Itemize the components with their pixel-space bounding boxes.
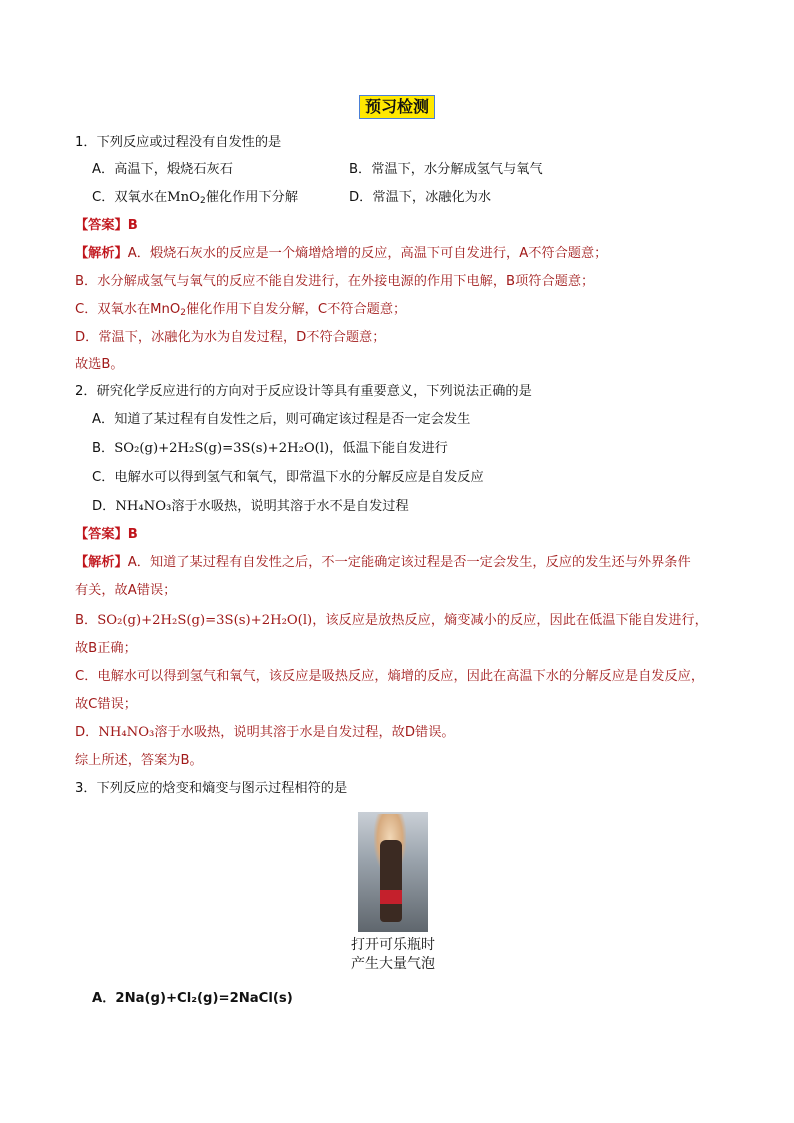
q2-explanation-line2: 有关，故A错误； [75, 583, 177, 598]
q2-expA1: A．知道了某过程有自发性之后，不一定能确定该过程是否一定会发生，反应的发生还与外界条件 [127, 555, 691, 570]
q1-answer: 【答案】B [75, 218, 138, 233]
bottle-label-shape [380, 890, 402, 904]
q2-option-c: C．电解水可以得到氢气和氧气，即常温下水的分解反应是自发反应 [92, 470, 484, 485]
q1-exp1: A．煅烧石灰水的反应是一个熵增焓增的反应，高温下可自发进行，A不符合题意； [127, 246, 608, 261]
q1-explanation-line5: 故选B。 [75, 357, 124, 372]
q2-option-b-post: ，低温下能自发进行 [329, 441, 448, 456]
q2-option-b [92, 440, 448, 458]
q2-option-d [92, 498, 409, 516]
q3-option-a: A．2Na(g)+Cl₂(g)=2NaCl(s) [92, 991, 293, 1006]
q1-option-c [92, 189, 298, 207]
q1-exp3-post: 催化作用下自发分解，C不符合题意； [186, 302, 407, 317]
q1-option-c-chem: MnO [167, 190, 200, 205]
q1-option-c-post: 催化作用下分解 [205, 190, 299, 205]
q2-explanation-line4: 故B正确； [75, 641, 137, 656]
q2-explanation-line1 [75, 554, 691, 572]
section-title: 预习检测 [359, 95, 435, 119]
q2-option-d-post: 溶于水吸热，说明其溶于水不是自发过程 [171, 499, 409, 514]
q2-stem: 2．研究化学反应进行的方向对于反应设计等具有重要意义，下列说法正确的是 [75, 384, 532, 399]
q2-expB-pre: B． [75, 613, 98, 628]
q2-expD-pre: D． [75, 725, 99, 740]
q3-stem: 3．下列反应的焓变和熵变与图示过程相符的是 [75, 781, 348, 796]
q1-explanation-line3 [75, 301, 406, 319]
q2-option-b-pre: B． [92, 441, 115, 456]
q2-explanation-label: 【解析】 [75, 555, 128, 570]
q1-option-c-sub: 2 [199, 196, 206, 206]
q1-explanation-label: 【解析】 [75, 246, 128, 261]
q2-option-a: A．知道了某过程有自发性之后，则可确定该过程是否一定会发生 [92, 412, 471, 427]
q2-option-d-pre: D． [92, 499, 116, 514]
q2-option-d-chem: NH₄NO₃ [115, 499, 172, 514]
q1-stem: 1．下列反应或过程没有自发性的是 [75, 135, 282, 150]
q1-explanation-line4: D．常温下，冰融化为水为自发过程，D不符合题意； [75, 330, 386, 345]
q2-explanation-line6: 故C错误； [75, 697, 137, 712]
q1-explanation-line2: B．水分解成氢气与氧气的反应不能自发进行，在外接电源的作用下电解，B项符合题意； [75, 274, 595, 289]
q1-option-a: A．高温下，煅烧石灰石 [92, 162, 233, 177]
q2-summary: 综上所述，答案为B。 [75, 753, 203, 768]
cola-bottle-photo [358, 812, 428, 932]
q2-expD-chem: NH₄NO₃ [98, 725, 155, 740]
q2-explanation-line7 [75, 724, 455, 742]
q1-exp3-sub: 2 [180, 308, 186, 318]
q1-explanation-line1 [75, 245, 607, 263]
q2-expB-equation: SO₂(g)+2H₂S(g)=3S(s)+2H₂O(l) [97, 613, 313, 628]
q1-option-c-pre: C．双氧水在 [92, 190, 168, 205]
q2-expD-post: 溶于水吸热，说明其溶于水是自发过程，故D错误。 [154, 725, 455, 740]
photo-caption-line2: 产生大量气泡 [351, 956, 435, 972]
q2-explanation-line5: C．电解水可以得到氢气和氧气，该反应是吸热反应，熵增的反应，因此在高温下水的分解反应是自发反应， [75, 669, 705, 684]
q2-expB-post: ，该反应是放热反应，熵变减小的反应，因此在低温下能自发进行， [312, 613, 708, 628]
bottle-shape [380, 840, 402, 922]
q2-answer: 【答案】B [75, 527, 138, 542]
q2-option-b-equation: SO₂(g)+2H₂S(g)=3S(s)+2H₂O(l) [114, 441, 330, 456]
q1-option-b: B．常温下，水分解成氢气与氧气 [349, 162, 543, 177]
q1-option-d: D．常温下，冰融化为水 [349, 190, 492, 205]
photo-caption-line1: 打开可乐瓶时 [351, 937, 435, 953]
q2-explanation-line3 [75, 612, 708, 630]
q1-exp3-pre: C．双氧水在MnO [75, 302, 181, 317]
